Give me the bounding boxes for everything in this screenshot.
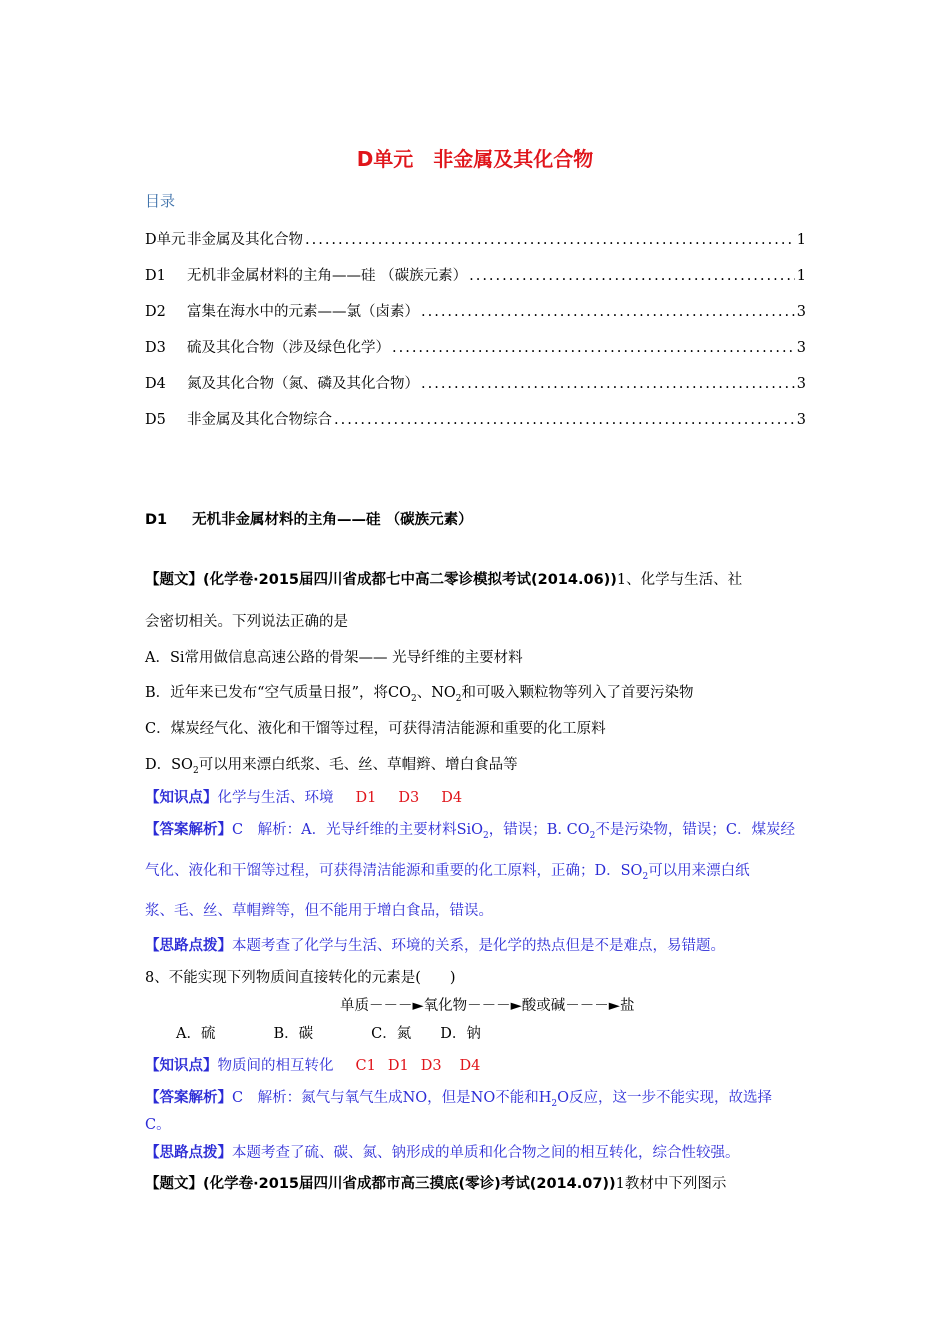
toc-entry-page: 3 [796, 340, 806, 356]
answer-analysis-cont [145, 859, 810, 882]
toc-entry-label: 无机非金属材料的主角——硅 （碳族元素） [187, 268, 468, 284]
option-d-text: D．SO [145, 757, 193, 773]
answer-analysis-cont: C。 [145, 1117, 171, 1133]
question-tag: 【题文】 [145, 572, 203, 588]
toc-entry-label: 非金属及其化合物综合 [187, 412, 332, 428]
answer-text: C 解析：A．光导纤维的主要材料SiO [232, 822, 484, 838]
option-b-text: 和可吸入颗粒物等列入了首要污染物 [461, 685, 694, 701]
toc-entry-page: 3 [796, 412, 806, 428]
answer-text: 不是污染物，错误；C．煤炭经 [595, 822, 795, 838]
question-header [145, 568, 810, 589]
tip-tag: 【思路点拨】 [145, 938, 232, 954]
answer-text: ，错误；B. CO [488, 822, 590, 838]
section-heading [145, 508, 473, 529]
toc-entry-code: D3 [145, 340, 166, 356]
subscript: 2 [455, 693, 462, 704]
toc-entry[interactable] [145, 336, 806, 357]
knowledge-code: D3 [398, 790, 420, 806]
option-d [145, 753, 810, 776]
section-code: D1 [145, 512, 168, 528]
answer-text: 可以用来漂白纸 [648, 863, 750, 879]
conversion-chain: 单质－－－►氧化物－－－►酸或碱－－－►盐 [340, 998, 635, 1014]
question-source: (化学卷·2015届四川省成都市高三摸底(零诊)考试(2014.07)) [203, 1176, 616, 1192]
question-options: A．硫 B．碳 C．氮 D．钠 [176, 1026, 481, 1042]
toc-entry[interactable] [145, 264, 806, 285]
toc-entry[interactable] [145, 300, 806, 321]
tip-text: 本题考查了化学与生活、环境的关系，是化学的热点但是不是难点，易错题。 [232, 938, 725, 954]
toc-leader [469, 268, 795, 284]
option-b-text: B．近年来已发布“空气质量日报”，将CO [145, 685, 411, 701]
question-tag: 【题文】 [145, 1176, 203, 1192]
toc-entry-code: D2 [145, 304, 166, 320]
answer-analysis-cont: 浆、毛、丝、草帽辫等，但不能用于增白食品，错误。 [145, 903, 493, 919]
toc-entry-code: D1 [145, 268, 166, 284]
toc-entry-label: 非金属及其化合物 [187, 232, 303, 248]
toc-entry-code: D4 [145, 376, 166, 392]
tip-tag: 【思路点拨】 [145, 1145, 232, 1161]
toc-entry[interactable] [145, 408, 806, 429]
question-stem: 8、不能实现下列物质间直接转化的元素是( ) [145, 970, 456, 986]
toc-leader [392, 340, 795, 356]
tip-text: 本题考查了硫、碳、氮、钠形成的单质和化合物之间的相互转化，综合性较强。 [232, 1145, 740, 1161]
toc-entry-label: 富集在海水中的元素——氯（卤素） [187, 304, 419, 320]
knowledge-code: D1 [387, 1058, 409, 1074]
option-b [145, 681, 810, 704]
knowledge-code: D1 [355, 790, 377, 806]
page-title: D单元 非金属及其化合物 [356, 147, 594, 171]
toc-leader [334, 412, 795, 428]
knowledge-code: D4 [441, 790, 463, 806]
subscript: 2 [551, 1098, 558, 1109]
answer-analysis [145, 818, 810, 841]
answer-analysis [145, 1086, 810, 1109]
toc-entry-code: D5 [145, 412, 166, 428]
toc-heading: 目录 [145, 192, 176, 210]
thinking-tip [145, 934, 810, 955]
thinking-tip [145, 1141, 810, 1162]
knowledge-point [145, 1054, 810, 1075]
answer-text: O反应，这一步不能实现，故选择 [557, 1090, 773, 1106]
question-header [145, 1172, 810, 1193]
question-stem-cont: 会密切相关。下列说法正确的是 [145, 614, 348, 630]
question-source: (化学卷·2015届四川省成都七中高二零诊模拟考试(2014.06)) [203, 572, 617, 588]
option-b-text: 、NO [416, 685, 456, 701]
knowledge-point [145, 786, 810, 807]
answer-text: 气化、液化和干馏等过程，可获得清洁能源和重要的化工原料，正确；D．SO [145, 863, 643, 879]
option-d-text: 可以用来漂白纸浆、毛、丝、草帽辫、增白食品等 [198, 757, 518, 773]
toc-entry[interactable] [145, 228, 806, 249]
answer-tag: 【答案解析】 [145, 1090, 232, 1106]
subscript: 2 [589, 830, 596, 841]
option-c: C．煤炭经气化、液化和干馏等过程，可获得清洁能源和重要的化工原料 [145, 721, 606, 737]
toc-entry-code: D单元 [145, 232, 186, 248]
toc-leader [421, 376, 795, 392]
toc-entry-label: 硫及其化合物（涉及绿色化学） [187, 340, 390, 356]
section-title: 无机非金属材料的主角——硅 （碳族元素） [192, 512, 473, 528]
knowledge-tag: 【知识点】 [145, 1058, 218, 1074]
answer-tag: 【答案解析】 [145, 822, 232, 838]
knowledge-text: 化学与生活、环境 [217, 790, 334, 806]
knowledge-code: C1 [355, 1058, 376, 1074]
question-stem: 1教材中下列图示 [615, 1176, 727, 1192]
toc-entry-page: 1 [796, 268, 806, 284]
toc-leader [421, 304, 795, 320]
subscript: 2 [410, 693, 417, 704]
toc-entry-label: 氮及其化合物（氮、磷及其化合物） [187, 376, 419, 392]
subscript: 2 [642, 871, 649, 882]
toc-entry[interactable] [145, 372, 806, 393]
knowledge-code: D4 [459, 1058, 481, 1074]
knowledge-text: 物质间的相互转化 [217, 1058, 334, 1074]
subscript: 2 [483, 830, 489, 841]
answer-text: C 解析：氮气与氧气生成NO，但是NO不能和H [232, 1090, 552, 1106]
question-stem: 1、化学与生活、社 [616, 572, 743, 588]
toc-entry-page: 3 [796, 304, 806, 320]
knowledge-tag: 【知识点】 [145, 790, 218, 806]
toc-entry-page: 1 [796, 232, 806, 248]
toc-leader [305, 232, 795, 248]
knowledge-code: D3 [420, 1058, 442, 1074]
toc-entry-page: 3 [796, 376, 806, 392]
subscript: 2 [192, 765, 199, 776]
option-a: A．Si常用做信息高速公路的骨架—— 光导纤维的主要材料 [145, 650, 523, 666]
